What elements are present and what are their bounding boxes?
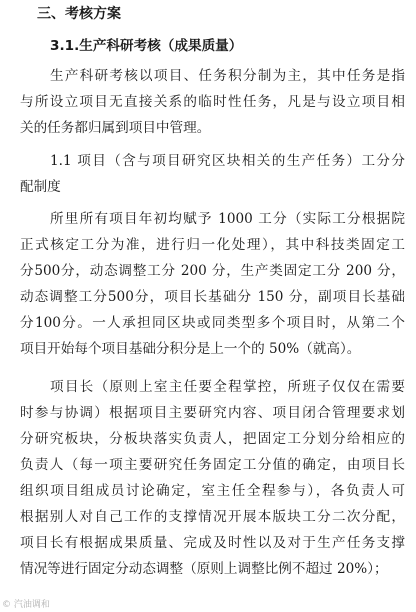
paragraph-line: 1.1 项目（含与项目研究区块相关的生产任务）工分分 (50, 153, 405, 169)
paragraph-line: 配制度 (20, 179, 61, 195)
paragraph-line: 项目长（原则上室主任要全程掌控，所班子仅仅在需要 (50, 379, 405, 395)
watermark: © 汽油调和 (2, 600, 50, 610)
paragraph-line: 分研究板块，分板块落实负责人，把固定工分划分给相应的 (20, 431, 405, 447)
paragraph-line: 分100分。一人承担同区块或同类型多个项目时，从第二个 (20, 315, 405, 331)
paragraph-line: 与所设立项目无直接关系的临时性任务，凡是与设立项目相 (20, 94, 405, 110)
paragraph-line: 生产科研考核以项目、任务积分制为主，其中任务是指 (50, 68, 405, 84)
section-title: 三、考核方案 (37, 6, 121, 22)
paragraph-line: 组织项目组成员讨论确定，室主任全程参与），各负责人可 (20, 483, 405, 499)
paragraph-line: 项目开始每个项目基础分积分是上一个的 50%（就高）。 (20, 341, 361, 357)
paragraph-line: 动态调整工分500分，项目长基础分 150 分，副项目长基础 (20, 289, 405, 305)
paragraph-line: 所里所有项目年初均赋予 1000 工分（实际工分根据院 (50, 211, 405, 227)
paragraph-line: 项目长有根据成果质量、完成及时性以及对于生产任务支撑 (20, 535, 405, 551)
paragraph-line: 根据别人对自己工作的支撑情况开展本版块工分二次分配， (20, 509, 405, 525)
paragraph-line: 分500分，动态调整工分 200 分，生产类固定工分 200 分， (20, 263, 405, 279)
subsection-title: 3.1.生产科研考核（成果质量） (50, 38, 243, 54)
paragraph-line: 关的任务都归属到项目中管理。 (20, 120, 211, 136)
paragraph-line: 正式核定工分为准，进行归一化处理），其中科技类固定工 (20, 237, 405, 253)
paragraph-line: 时参与协调）根据项目主要研究内容、项目闭合管理要求划 (20, 405, 405, 421)
paragraph-line: 情况等进行固定分动态调整（原则上调整比例不超过 20%）； (20, 561, 388, 577)
paragraph-line: 负责人（每一项主要研究任务固定工分值的确定，由项目长 (20, 457, 405, 473)
